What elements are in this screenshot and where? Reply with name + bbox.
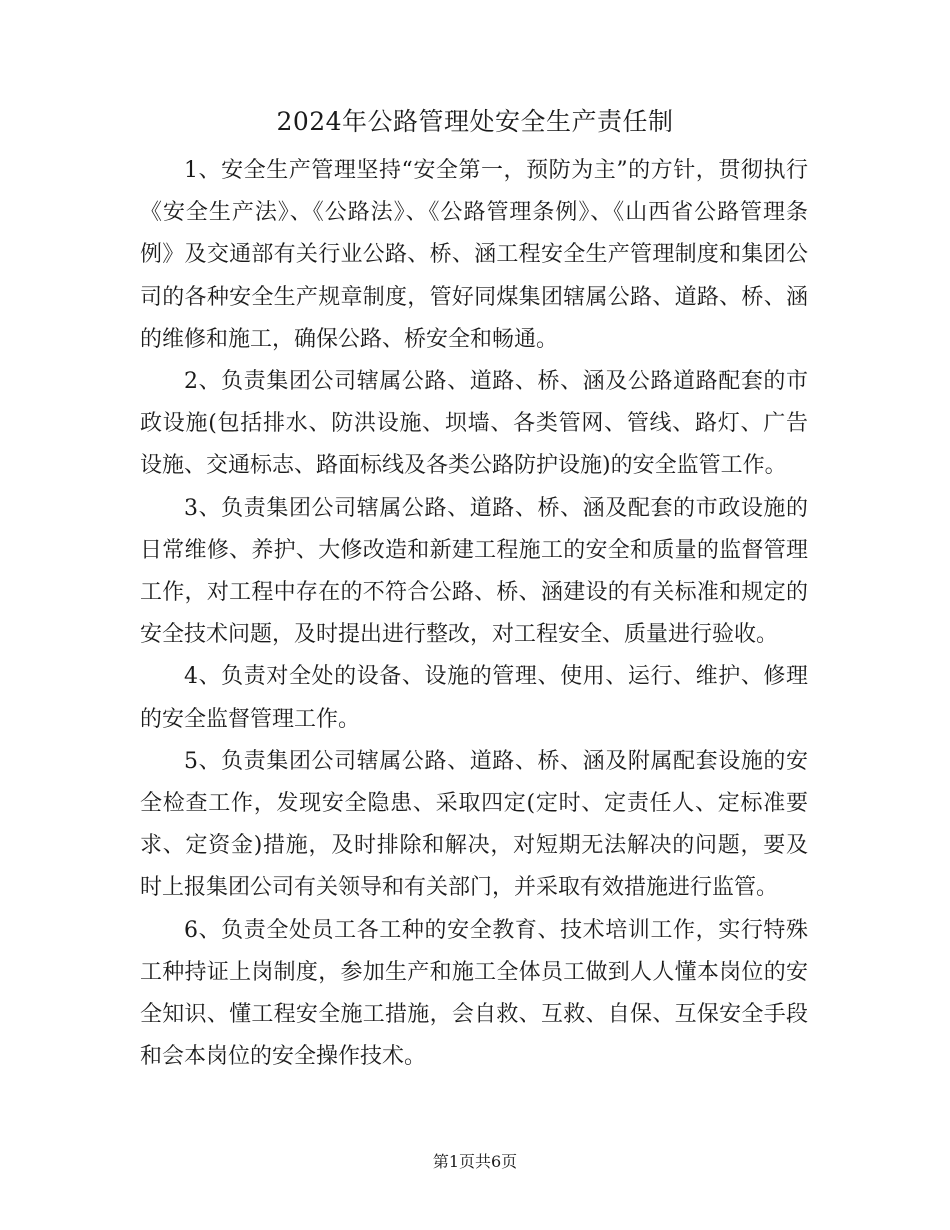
paragraph-5: 5、负责集团公司辖属公路、道路、桥、涵及附属配套设施的安全检查工作，发现安全隐患、采取四定(定时、定责任人、定标准要求、定资金)措施，及时排除和解决，对短期无法解决的问题，要及时上报集团公司有关领导和有关部门，并采取有效措施进行监管。 [140,748,808,901]
page-number: 第1页共6页 [432,1152,518,1171]
document-body [140,150,808,1078]
paragraph-4: 4、负责对全处的设备、设施的管理、使用、运行、维护、修理的安全监督管理工作。 [140,664,808,732]
paragraph-3: 3、负责集团公司辖属公路、道路、桥、涵及配套的市政设施的日常维修、养护、大修改造和新建工程施工的安全和质量的监督管理工作，对工程中存在的不符合公路、桥、涵建设的有关标准和规定的安全技术问题，及时提出进行整改，对工程安全、质量进行验收。 [140,495,808,648]
paragraph-1: 1、安全生产管理坚持“安全第一，预防为主”的方针，贯彻执行《安全生产法》、《公路法》、《公路管理条例》、《山西省公路管理条例》及交通部有关行业公路、桥、涵工程安全生产管理制度和集团公司的各种安全生产规章制度，管好同煤集团辖属公路、道路、桥、涵的维修和施工，确保公路、桥安全和畅通。 [140,158,808,352]
paragraph-2: 2、负责集团公司辖属公路、道路、桥、涵及公路道路配套的市政设施(包括排水、防洪设施、坝墙、各类管网、管线、路灯、广告设施、交通标志、路面标线及各类公路防护设施)的安全监管工作。 [140,369,808,479]
paragraph-6: 6、负责全处员工各工种的安全教育、技术培训工作，实行特殊工种持证上岗制度，参加生产和施工全体员工做到人人懂本岗位的安全知识、懂工程安全施工措施，会自救、互救、自保、互保安全手段和会本岗位的安全操作技术。 [140,917,808,1070]
document-title: 2024年公路管理处安全生产责任制 [276,107,674,136]
